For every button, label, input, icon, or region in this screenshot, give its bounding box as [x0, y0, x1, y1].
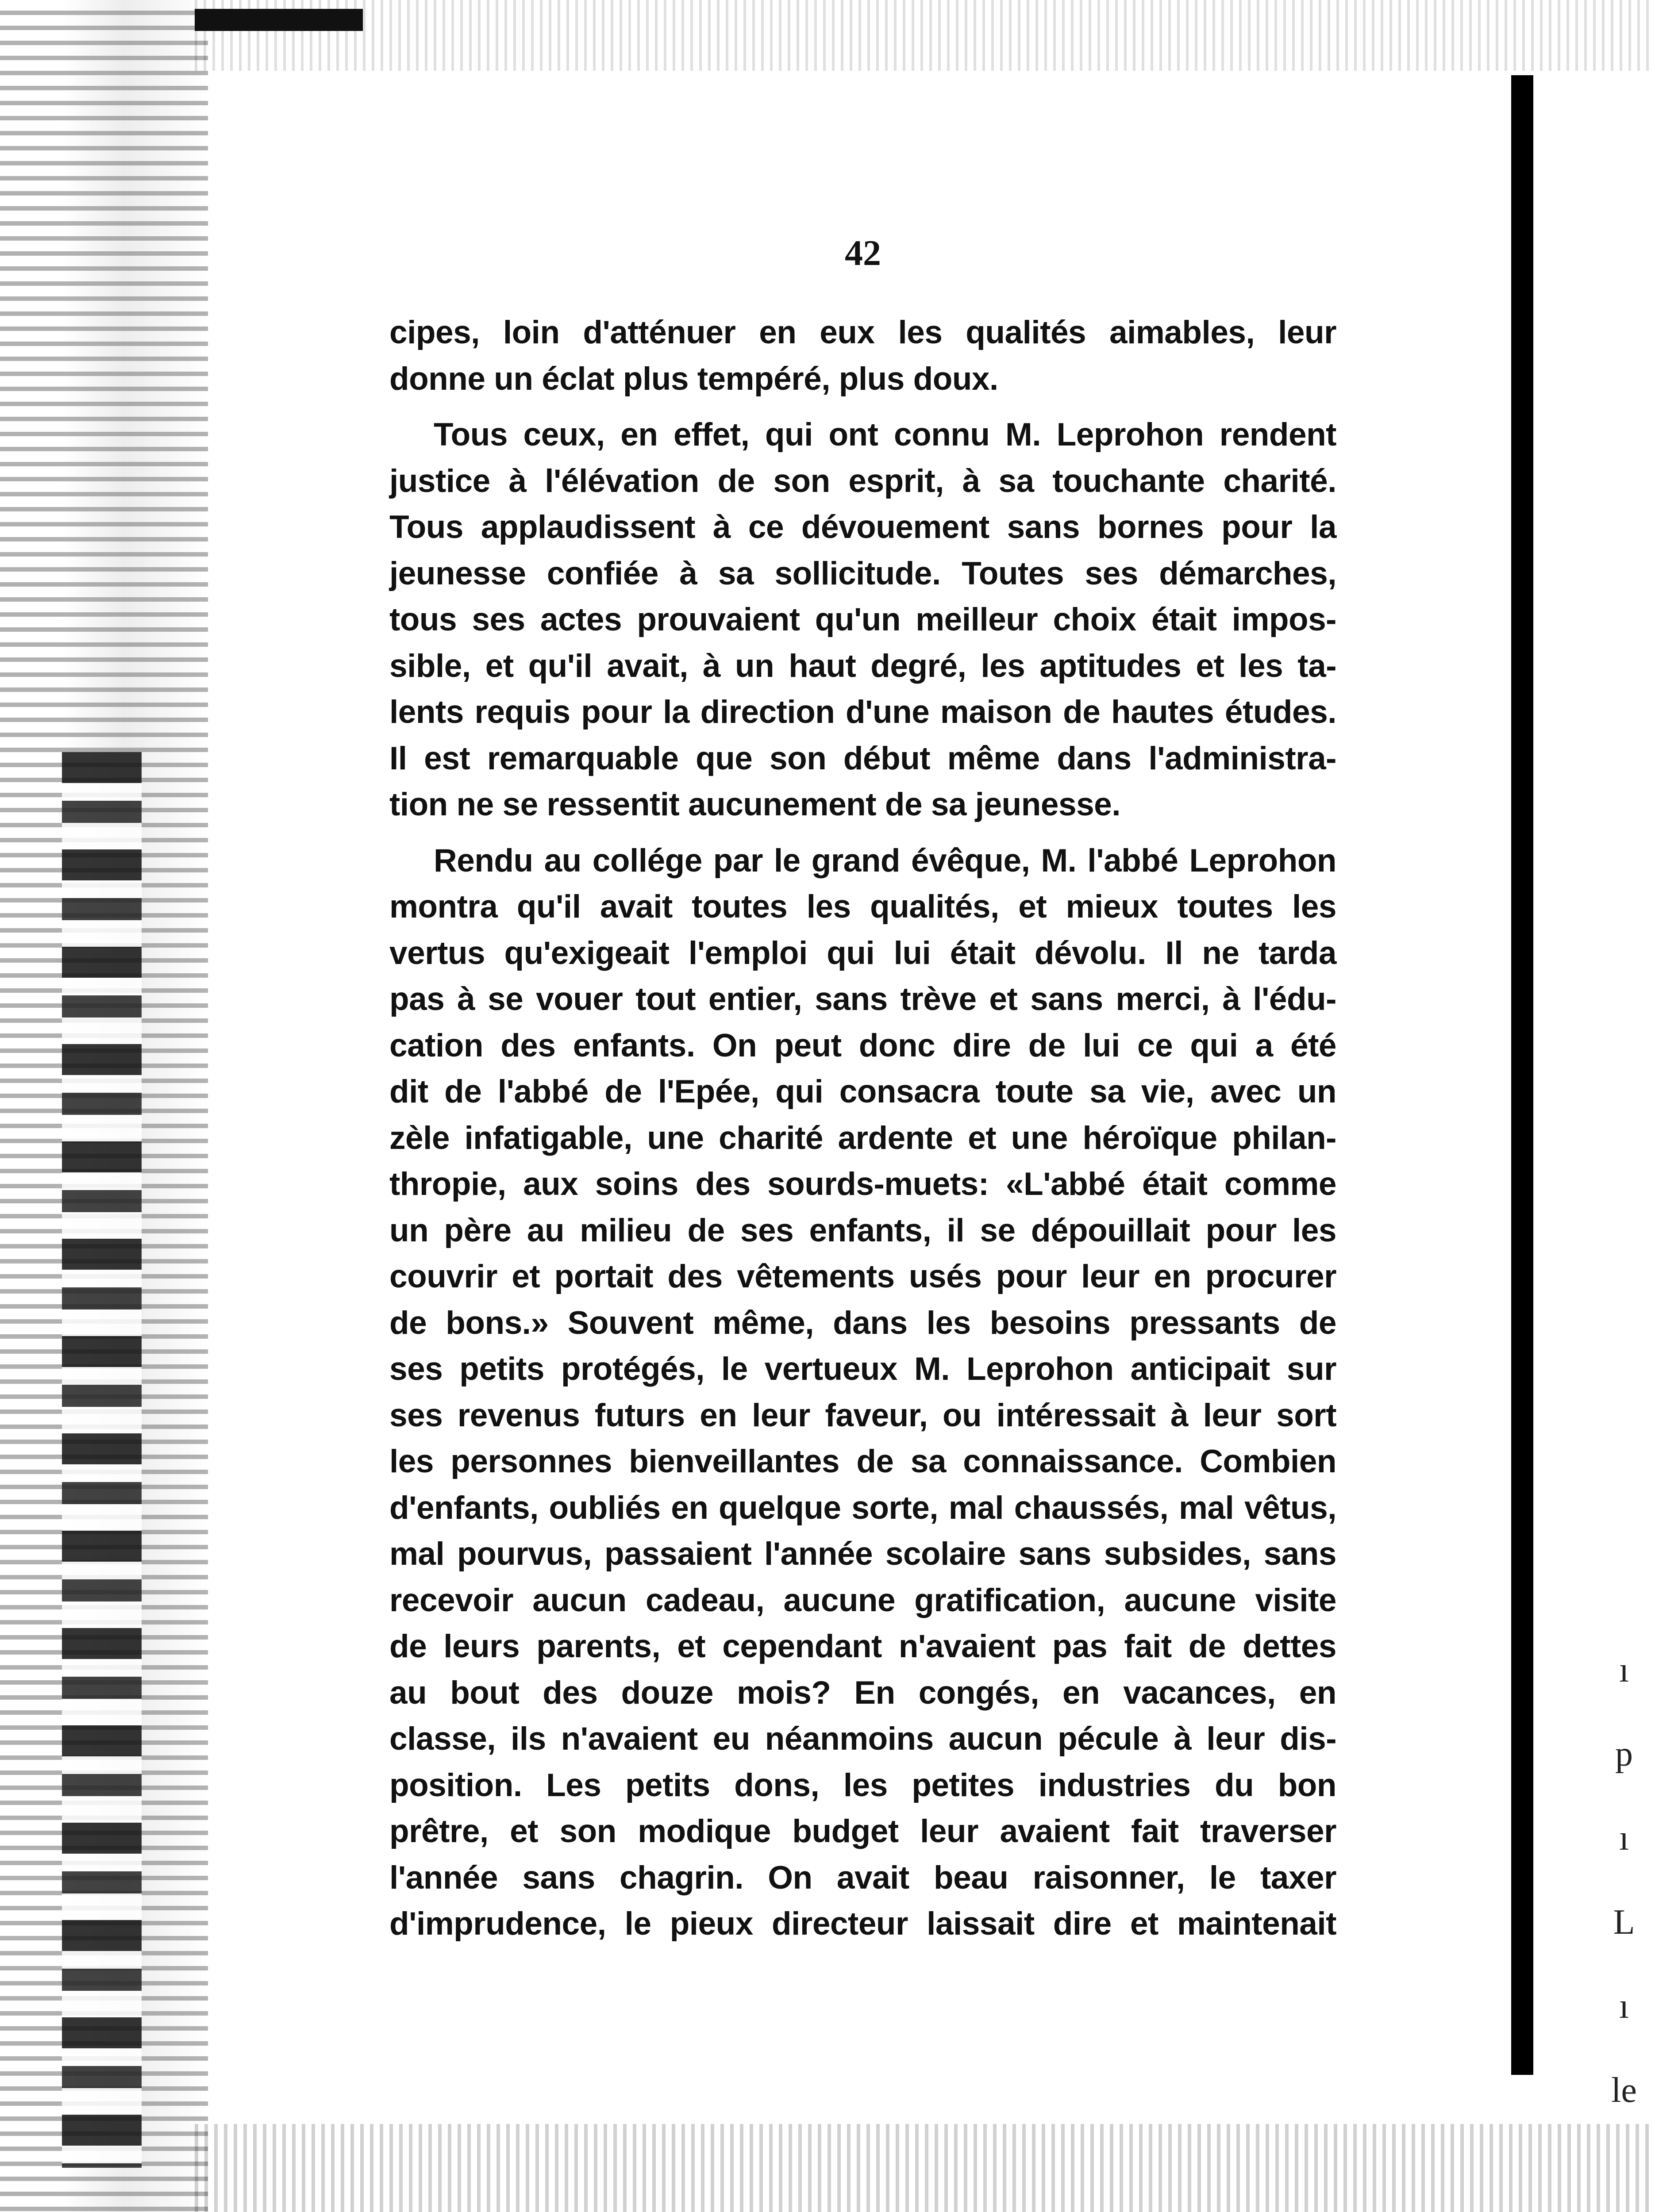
scan-edge-top [195, 0, 1655, 71]
text-line: couvrir et portait des vêtements usés pour leur en procurer [389, 1259, 1336, 1294]
page-gutter-rule [1511, 75, 1533, 2075]
text-line: un père au milieu de ses enfants, il se dépouillait pour les [389, 1212, 1336, 1248]
scan-edge-top-bar [195, 9, 363, 31]
text-line: Tous ceux, en effet, qui ont connu M. Leprohon rendent [434, 417, 1336, 453]
body-text [389, 310, 1336, 1947]
text-line: montra qu'il avait toutes les qualités, et mieux toutes les [389, 889, 1336, 925]
text-line: justice à l'élévation de son esprit, à sa touchante charité. [389, 463, 1336, 499]
text-line: mal pourvus, passaient l'année scolaire sans subsides, sans [389, 1536, 1336, 1572]
text-line: zèle infatigable, une charité ardente et une héroïque philan- [389, 1120, 1336, 1156]
margin-fragment: ı [1619, 1819, 1629, 1858]
text-line: l'année sans chagrin. On avait beau raisonner, le taxer [389, 1859, 1336, 1896]
text-line: cipes, loin d'atténuer en eux les qualités aimables, leur [389, 315, 1336, 350]
scan-edge-bottom [195, 2124, 1655, 2212]
text-line: au bout des douze mois? En congés, en vacances, en [389, 1674, 1336, 1711]
margin-fragment: le [1611, 2071, 1637, 2110]
text-line: cation des enfants. On peut donc dire de lui ce qui a été [389, 1027, 1336, 1064]
text-line: lents requis pour la direction d'une maison de hautes études. [389, 694, 1336, 730]
text-line: tous ses actes prouvaient qu'un meilleur choix était impos- [389, 602, 1336, 637]
text-line: jeunesse confiée à sa sollicitude. Toutes ses démarches, [389, 555, 1336, 591]
text-line: ses revenus futurs en leur faveur, ou intéressait à leur sort [389, 1397, 1336, 1433]
margin-fragment: ı [1619, 1651, 1629, 1690]
text-line: position. Les petits dons, les petites industries du bon [389, 1767, 1336, 1803]
page-number: 42 [845, 233, 881, 273]
margin-fragment: ı [1619, 1987, 1629, 2026]
text-line: pas à se vouer tout entier, sans trève et sans merci, à l'édu- [389, 981, 1336, 1017]
text-line: donne un éclat plus tempéré, plus doux. [389, 361, 998, 397]
text-line: thropie, aux soins des sourds-muets: «L'abbé était comme [389, 1166, 1336, 1202]
text-line: Il est remarquable que son début même dans l'administra- [389, 740, 1336, 776]
text-line: Tous applaudissent à ce dévouement sans bornes pour la [389, 509, 1336, 545]
text-line: d'imprudence, le pieux directeur laissait dire et maintenait [389, 1906, 1336, 1942]
text-line: vertus qu'exigeait l'emploi qui lui était dévolu. Il ne tarda [389, 935, 1336, 971]
margin-fragment: p [1615, 1735, 1633, 1774]
text-line: Rendu au collége par le grand évêque, M. l'abbé Leprohon [434, 842, 1336, 879]
text-line: tion ne se ressentit aucunement de sa jeunesse. [389, 787, 1121, 822]
text-line: d'enfants, oubliés en quelque sorte, mal chaussés, mal vêtus, [389, 1490, 1336, 1526]
scan-edge-left-bars [62, 752, 142, 2168]
text-line: ses petits protégés, le vertueux M. Leprohon anticipait sur [389, 1351, 1336, 1387]
text-line: les personnes bienveillantes de sa connaissance. Combien [389, 1444, 1336, 1479]
text-line: recevoir aucun cadeau, aucune gratification, aucune visite [389, 1582, 1336, 1618]
text-line: sible, et qu'il avait, à un haut degré, les aptitudes et les ta- [389, 648, 1336, 684]
margin-fragment: L [1613, 1903, 1635, 1942]
adjacent-page-fragments [1611, 1628, 1637, 2110]
text-line: de bons.» Souvent même, dans les besoins pressants de [389, 1305, 1336, 1341]
text-line: classe, ils n'avaient eu néanmoins aucun pécule à leur dis- [389, 1721, 1336, 1757]
text-line: dit de l'abbé de l'Epée, qui consacra toute sa vie, avec un [389, 1074, 1336, 1110]
text-line: de leurs parents, et cependant n'avaient pas fait de dettes [389, 1628, 1336, 1664]
text-line: prêtre, et son modique budget leur avaient fait traverser [389, 1813, 1336, 1849]
